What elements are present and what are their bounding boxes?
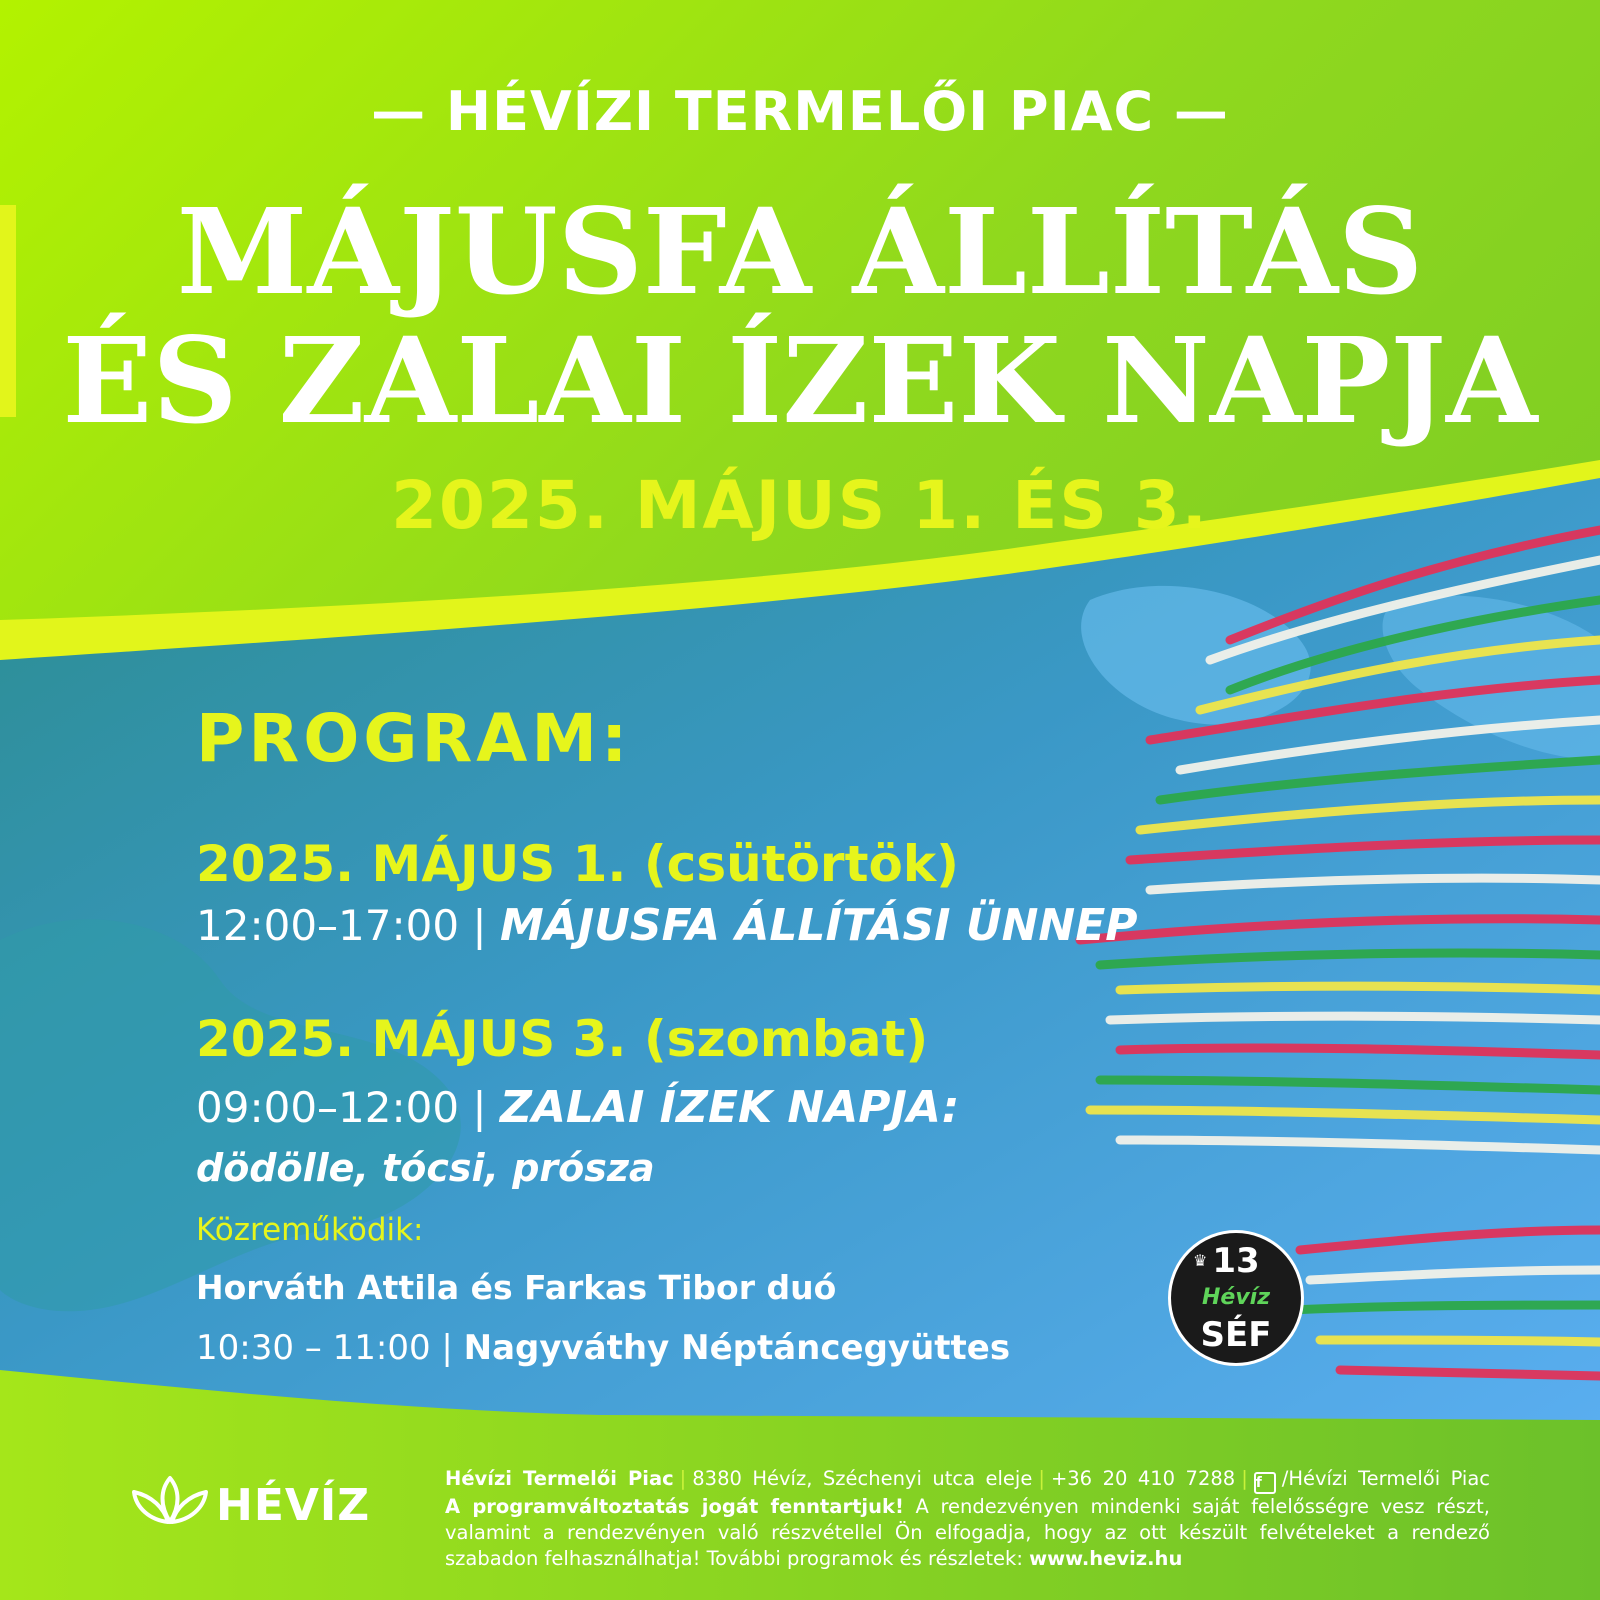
heviz-sef-badge — [1168, 1230, 1304, 1366]
footer-line-1: Hévízi Termelői Piac | 8380 Hévíz, Széchenyi utca eleje | +36 20 410 7288 | f /Hévízi Termelői Piac — [445, 1466, 1490, 1494]
footer-address: 8380 Hévíz, Széchenyi utca eleje — [692, 1467, 1033, 1490]
dance-time: 10:30 – 11:00 | — [196, 1328, 464, 1368]
footer-notice-1: A rendezvényen mindenki saját felelősségre vesz részt, — [903, 1495, 1491, 1518]
chef-hat-icon: ♛ — [1193, 1251, 1208, 1270]
event-date: 2025. MÁJUS 1. ÉS 3. — [391, 467, 1209, 544]
day2-time: 09:00–12:00 | — [196, 1083, 500, 1132]
day2-schedule — [196, 1082, 959, 1133]
day2-date: 2025. MÁJUS 3. (szombat) — [196, 1010, 929, 1068]
day1-time: 12:00–17:00 | — [196, 901, 500, 950]
day2-foods: dödölle, tócsi, prósza — [196, 1146, 655, 1190]
performers: Horváth Attila és Farkas Tibor duó — [196, 1268, 837, 1307]
footer-notice-bold: A programváltoztatás jogát fenntartjuk! — [445, 1495, 904, 1518]
title-line-1: MÁJUSFA ÁLLÍTÁS — [176, 182, 1424, 321]
day1-event: MÁJUSFA ÁLLÍTÁSI ÜNNEP — [499, 900, 1138, 951]
logo-text: HÉVÍZ — [216, 1480, 371, 1531]
footer-notice-3: szabadon felhasználhatja! További programok és részletek: — [445, 1547, 1030, 1570]
footer-org: Hévízi Termelői Piac — [445, 1467, 674, 1490]
footer-line-2 — [445, 1494, 1490, 1520]
badge-number: 13 — [1212, 1241, 1260, 1281]
badge-chef: SÉF — [1200, 1315, 1272, 1355]
footer-line-3 — [445, 1520, 1490, 1546]
day1-schedule — [196, 900, 1138, 951]
title-line-2: ÉS ZALAI ÍZEK NAPJA — [62, 311, 1538, 450]
pre-title: — HÉVÍZI TERMELŐI PIAC — — [371, 80, 1229, 143]
footer-phone: +36 20 410 7288 — [1050, 1467, 1236, 1490]
footer-info — [445, 1466, 1490, 1572]
dance-group: Nagyváthy Néptáncegyüttes — [463, 1328, 1011, 1368]
dance-schedule — [196, 1328, 1010, 1368]
day2-event: ZALAI ÍZEK NAPJA: — [499, 1082, 960, 1133]
badge-name: Hévíz — [1201, 1285, 1271, 1310]
program-heading: PROGRAM: — [196, 700, 632, 777]
facebook-icon: f — [1254, 1472, 1276, 1494]
day1-date: 2025. MÁJUS 1. (csütörtök) — [196, 835, 959, 893]
footer-line-4 — [445, 1546, 1490, 1572]
footer-facebook[interactable]: /Hévízi Termelői Piac — [1281, 1467, 1491, 1490]
contrib-label: Közreműködik: — [196, 1212, 424, 1248]
footer-notice-2: valamint a rendezvényen való részvétellel Ön elfogadja, hogy az ott készült felvételeket a rendező — [445, 1521, 1490, 1544]
footer-website[interactable]: www.heviz.hu — [1029, 1547, 1183, 1570]
